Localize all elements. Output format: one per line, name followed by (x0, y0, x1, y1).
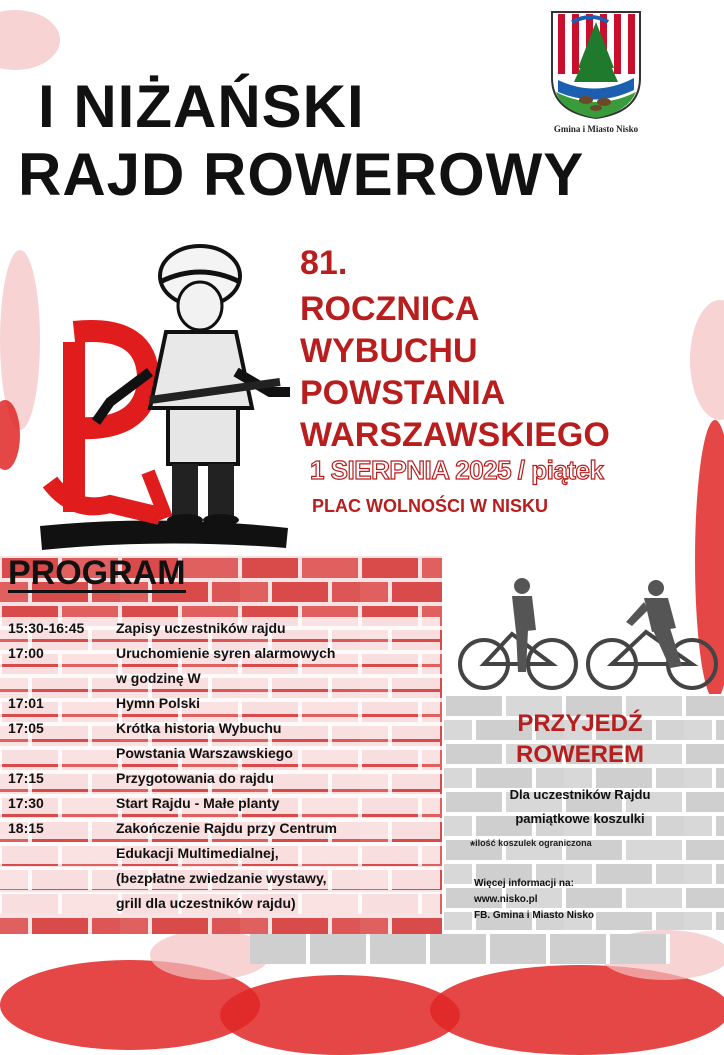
program-time: 17:05 (8, 720, 44, 736)
anniversary-line-1: ROCZNICA (300, 290, 480, 328)
info-website: www.nisko.pl (474, 894, 538, 905)
logo-caption: Gmina i Miasto Nisko (553, 124, 639, 134)
program-heading: PROGRAM (8, 554, 186, 592)
program-time: 15:30-16:45 (8, 620, 85, 636)
cyclists-illustration (456, 572, 720, 694)
powstanie-anchor-illustration (40, 232, 290, 552)
promo-heading-line1: PRZYJEDŹ (517, 710, 643, 737)
event-date: 1 SIERPNIA 2025 / piątek (310, 455, 604, 485)
anniversary-number: 81. (300, 244, 348, 282)
info-facebook: FB. Gmina i Miasto Nisko (474, 910, 595, 921)
promo-note-star: * (470, 838, 476, 853)
program-activity-cont: w godzinę W (116, 670, 201, 686)
municipality-coat-of-arms (548, 8, 644, 120)
promo-note-text: ilość koszulek ograniczona (475, 838, 592, 848)
program-activity: Zapisy uczestników rajdu (116, 620, 286, 636)
program-time: 17:30 (8, 795, 44, 811)
info-line1: Więcej informacji na: (474, 878, 574, 889)
program-activity: Hymn Polski (116, 695, 201, 711)
program-activity: Zakończenie Rajdu przy Centrum (116, 820, 337, 836)
program-activity: Przygotowania do rajdu (116, 770, 274, 786)
illustration-panel (40, 232, 290, 552)
event-title-line2: RAJD ROWEROWY (18, 141, 585, 208)
grey-brick-strip (250, 934, 670, 964)
anniversary-line-2: WYBUCHU (300, 332, 478, 370)
program-activity: Krótka historia Wybuchu (116, 720, 282, 736)
program-time: 17:15 (8, 770, 44, 786)
promo-heading-line2: ROWEREM (516, 741, 644, 768)
program-activity: Uruchomienie syren alarmowych (116, 645, 336, 661)
anniversary-line-4: WARSZAWSKIEGO (300, 416, 610, 454)
anniversary-line-3: POWSTANIA (300, 374, 506, 412)
promo-text-line1: Dla uczestników Rajdu (509, 787, 651, 802)
event-title-line1: I NIŻAŃSKI (38, 73, 365, 140)
program-activity-cont: Powstania Warszawskiego (116, 745, 293, 761)
event-place: PLAC WOLNOŚCI W NISKU (312, 496, 548, 516)
program-time: 17:01 (8, 695, 44, 711)
program-activity: Start Rajdu - Małe planty (116, 795, 280, 811)
program-activity-cont: grill dla uczestników rajdu) (116, 895, 296, 911)
program-time: 18:15 (8, 820, 44, 836)
program-time: 17:00 (8, 645, 44, 661)
program-activity-cont: (bezpłatne zwiedzanie wystawy, (116, 870, 327, 886)
promo-note (470, 838, 592, 853)
program-activity-cont: Edukacji Multimedialnej, (116, 845, 279, 861)
promo-text-line2: pamiątkowe koszulki (515, 811, 645, 826)
